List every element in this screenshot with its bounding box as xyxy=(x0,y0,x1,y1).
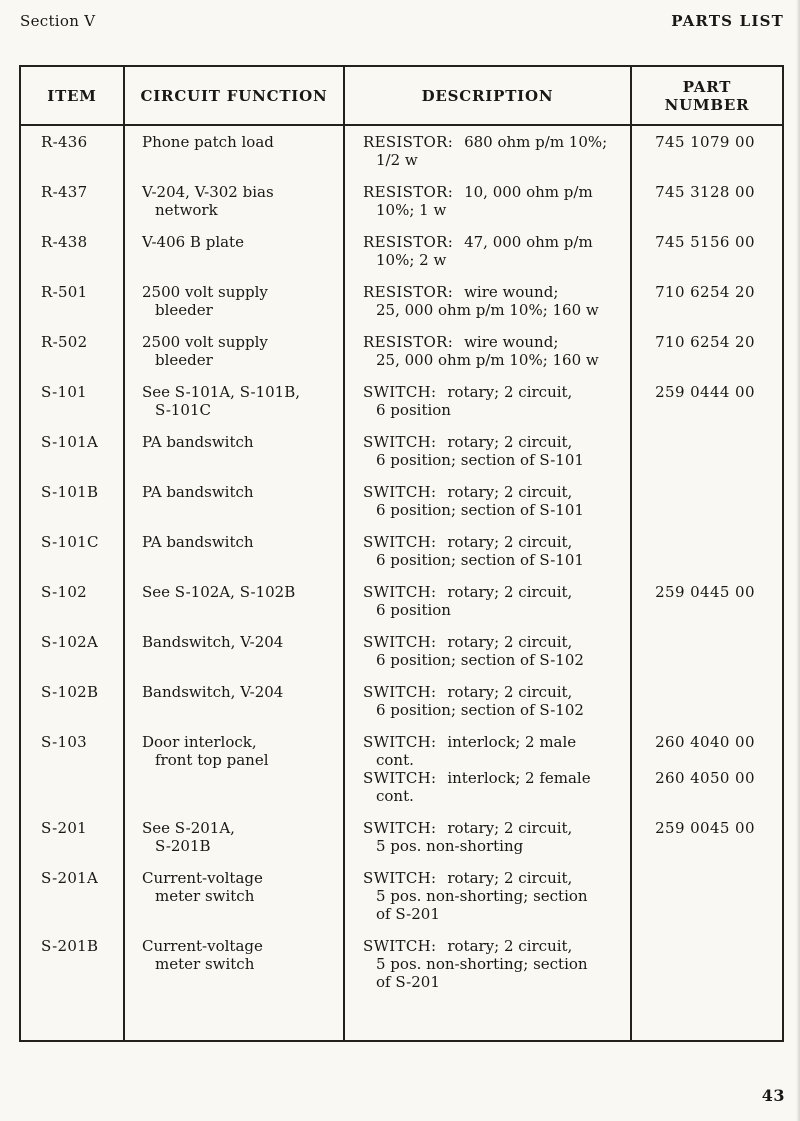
circuit-function-cell xyxy=(125,930,345,998)
description-type-label: SWITCH: xyxy=(363,583,437,601)
part-number-cell xyxy=(632,176,782,226)
description-entry xyxy=(363,769,626,805)
part-number: 260 4050 00 xyxy=(655,769,755,787)
description-line: 6 position xyxy=(376,401,451,419)
function-line: See S-201A, xyxy=(142,819,235,837)
column-header-description: DESCRIPTION xyxy=(345,67,632,126)
description-line: RESISTOR: 10, 000 ohm p/m xyxy=(363,183,593,201)
table-row xyxy=(21,176,782,226)
description-entry xyxy=(363,233,626,269)
description-cell xyxy=(345,526,632,576)
function-line: See S-101A, S-101B, xyxy=(142,383,301,401)
item-cell: S-101A xyxy=(21,426,125,476)
item-cell: S-201A xyxy=(21,862,125,930)
description-entry xyxy=(363,733,626,769)
table-body xyxy=(21,126,782,998)
description-cell xyxy=(345,576,632,626)
description-line: SWITCH: interlock; 2 female xyxy=(363,769,591,787)
description-cell xyxy=(345,676,632,726)
description-line: SWITCH: rotary; 2 circuit, xyxy=(363,869,573,887)
description-cell xyxy=(345,276,632,326)
description-type-label: SWITCH: xyxy=(363,683,437,701)
description-type-label: RESISTOR: xyxy=(363,333,454,351)
description-cell xyxy=(345,426,632,476)
description-cell xyxy=(345,376,632,426)
description-type-label: SWITCH: xyxy=(363,633,437,651)
item-cell: S-101B xyxy=(21,476,125,526)
function-line: meter switch xyxy=(155,887,255,905)
part-number-cell xyxy=(632,862,782,930)
circuit-function-cell xyxy=(125,526,345,576)
circuit-function-cell xyxy=(125,862,345,930)
description-line: 10%; 2 w xyxy=(376,251,447,269)
description-line: cont. xyxy=(376,787,414,805)
part-number: 745 1079 00 xyxy=(655,133,755,151)
part-number: 745 3128 00 xyxy=(655,183,755,201)
description-cell xyxy=(345,626,632,676)
description-entry xyxy=(363,533,626,569)
column-header-item: ITEM xyxy=(21,67,125,126)
function-line: V-406 B plate xyxy=(142,233,244,251)
circuit-function-cell xyxy=(125,426,345,476)
description-line: 6 position; section of S-101 xyxy=(376,501,584,519)
description-line: 5 pos. non-shorting; section xyxy=(376,955,588,973)
circuit-function-cell xyxy=(125,276,345,326)
description-entry xyxy=(363,583,626,619)
description-entry xyxy=(363,333,626,369)
description-type-label: RESISTOR: xyxy=(363,283,454,301)
description-line: SWITCH: rotary; 2 circuit, xyxy=(363,483,573,501)
function-line: Bandswitch, V-204 xyxy=(142,683,284,701)
part-number: 710 6254 20 xyxy=(655,283,755,301)
table-row xyxy=(21,376,782,426)
table-row xyxy=(21,326,782,376)
table-filler-row xyxy=(21,998,782,1040)
part-number: 259 0444 00 xyxy=(655,383,755,401)
item-cell: S-101C xyxy=(21,526,125,576)
part-number: 259 0045 00 xyxy=(655,819,755,837)
table-row xyxy=(21,226,782,276)
description-cell xyxy=(345,176,632,226)
parts-table xyxy=(19,65,784,1042)
part-number-cell xyxy=(632,576,782,626)
description-cell xyxy=(345,812,632,862)
description-line: RESISTOR: wire wound; xyxy=(363,283,559,301)
circuit-function-cell xyxy=(125,626,345,676)
page-number: 43 xyxy=(761,1086,785,1105)
description-line: SWITCH: rotary; 2 circuit, xyxy=(363,819,573,837)
part-number-cell xyxy=(632,930,782,998)
description-line: SWITCH: rotary; 2 circuit, xyxy=(363,433,573,451)
function-line: Phone patch load xyxy=(142,133,274,151)
item-cell: R-437 xyxy=(21,176,125,226)
description-entry xyxy=(363,133,626,169)
circuit-function-cell xyxy=(125,376,345,426)
item-cell: R-502 xyxy=(21,326,125,376)
description-cell xyxy=(345,326,632,376)
description-line: SWITCH: rotary; 2 circuit, xyxy=(363,937,573,955)
function-line: S-101C xyxy=(155,401,212,419)
function-line: Door interlock, xyxy=(142,733,257,751)
description-line: 10%; 1 w xyxy=(376,201,447,219)
description-entry xyxy=(363,633,626,669)
part-number: 259 0445 00 xyxy=(655,583,755,601)
item-cell: S-102 xyxy=(21,576,125,626)
table-row xyxy=(21,626,782,676)
description-line: 6 position; section of S-102 xyxy=(376,701,584,719)
function-line: PA bandswitch xyxy=(142,433,254,451)
part-number-cell xyxy=(632,326,782,376)
table-row xyxy=(21,476,782,526)
circuit-function-cell xyxy=(125,476,345,526)
section-label: Section V xyxy=(20,12,96,30)
table-row xyxy=(21,862,782,930)
description-type-label: SWITCH: xyxy=(363,483,437,501)
table-header-row xyxy=(21,67,782,126)
page-title: PARTS LIST xyxy=(671,12,784,30)
part-number-cell xyxy=(632,526,782,576)
part-number-cell xyxy=(632,376,782,426)
function-line: See S-102A, S-102B xyxy=(142,583,296,601)
description-entry xyxy=(363,183,626,219)
item-cell: S-101 xyxy=(21,376,125,426)
description-line: 1/2 w xyxy=(376,151,418,169)
circuit-function-cell xyxy=(125,176,345,226)
function-line: Current-voltage xyxy=(142,937,263,955)
item-cell: S-201 xyxy=(21,812,125,862)
table-row xyxy=(21,426,782,476)
circuit-function-cell xyxy=(125,126,345,176)
description-entry xyxy=(363,683,626,719)
function-line: PA bandswitch xyxy=(142,483,254,501)
description-line: SWITCH: rotary; 2 circuit, xyxy=(363,633,573,651)
function-line: bleeder xyxy=(155,301,213,319)
part-number: 710 6254 20 xyxy=(655,333,755,351)
description-line: SWITCH: rotary; 2 circuit, xyxy=(363,683,573,701)
description-cell xyxy=(345,126,632,176)
function-line: 2500 volt supply xyxy=(142,283,268,301)
circuit-function-cell xyxy=(125,326,345,376)
running-header xyxy=(20,12,784,30)
description-cell xyxy=(345,930,632,998)
circuit-function-cell xyxy=(125,226,345,276)
function-line: network xyxy=(155,201,218,219)
description-type-label: SWITCH: xyxy=(363,733,437,751)
description-cell xyxy=(345,862,632,930)
description-cell xyxy=(345,226,632,276)
description-line: 25, 000 ohm p/m 10%; 160 w xyxy=(376,351,599,369)
description-line: 6 position; section of S-101 xyxy=(376,551,584,569)
description-entry xyxy=(363,819,626,855)
item-cell: R-436 xyxy=(21,126,125,176)
circuit-function-cell xyxy=(125,726,345,812)
table-row xyxy=(21,726,782,812)
description-line: SWITCH: rotary; 2 circuit, xyxy=(363,533,573,551)
description-line: cont. xyxy=(376,751,414,769)
part-number: 260 4040 00 xyxy=(655,733,755,751)
function-line: Current-voltage xyxy=(142,869,263,887)
part-number-cell xyxy=(632,476,782,526)
description-line: SWITCH: interlock; 2 male xyxy=(363,733,577,751)
scan-page-edge xyxy=(796,0,800,1121)
part-number-cell xyxy=(632,276,782,326)
description-type-label: SWITCH: xyxy=(363,433,437,451)
item-cell: S-103 xyxy=(21,726,125,812)
description-line: 25, 000 ohm p/m 10%; 160 w xyxy=(376,301,599,319)
table-row xyxy=(21,676,782,726)
circuit-function-cell xyxy=(125,676,345,726)
description-type-label: RESISTOR: xyxy=(363,183,454,201)
part-number-cell xyxy=(632,426,782,476)
table-row xyxy=(21,526,782,576)
description-type-label: RESISTOR: xyxy=(363,233,454,251)
description-line: of S-201 xyxy=(376,905,440,923)
description-entry xyxy=(363,283,626,319)
description-cell xyxy=(345,726,632,812)
part-number-cell xyxy=(632,226,782,276)
part-number-cell xyxy=(632,812,782,862)
function-line: meter switch xyxy=(155,955,255,973)
description-entry xyxy=(363,937,626,991)
column-header-circuit-function: CIRCUIT FUNCTION xyxy=(125,67,345,126)
column-header-part-number: PART NUMBER xyxy=(632,67,782,126)
description-line: SWITCH: rotary; 2 circuit, xyxy=(363,583,573,601)
description-line: SWITCH: rotary; 2 circuit, xyxy=(363,383,573,401)
description-cell xyxy=(345,476,632,526)
part-number-cell xyxy=(632,676,782,726)
function-line: S-201B xyxy=(155,837,211,855)
circuit-function-cell xyxy=(125,576,345,626)
description-line: RESISTOR: 47, 000 ohm p/m xyxy=(363,233,593,251)
description-line: of S-201 xyxy=(376,973,440,991)
function-line: bleeder xyxy=(155,351,213,369)
description-line: 6 position; section of S-102 xyxy=(376,651,584,669)
circuit-function-cell xyxy=(125,812,345,862)
part-number: 745 5156 00 xyxy=(655,233,755,251)
function-line: front top panel xyxy=(155,751,269,769)
item-cell: R-438 xyxy=(21,226,125,276)
function-line: Bandswitch, V-204 xyxy=(142,633,284,651)
table-row xyxy=(21,930,782,998)
description-line: 6 position xyxy=(376,601,451,619)
table-row xyxy=(21,812,782,862)
description-type-label: SWITCH: xyxy=(363,819,437,837)
description-type-label: SWITCH: xyxy=(363,869,437,887)
description-entry xyxy=(363,483,626,519)
part-number-cell xyxy=(632,626,782,676)
description-type-label: SWITCH: xyxy=(363,383,437,401)
item-cell: S-102A xyxy=(21,626,125,676)
function-line: 2500 volt supply xyxy=(142,333,268,351)
description-line: RESISTOR: 680 ohm p/m 10%; xyxy=(363,133,608,151)
table-row xyxy=(21,576,782,626)
description-line: RESISTOR: wire wound; xyxy=(363,333,559,351)
description-entry xyxy=(363,383,626,419)
item-cell: S-102B xyxy=(21,676,125,726)
description-line: 5 pos. non-shorting xyxy=(376,837,524,855)
description-type-label: SWITCH: xyxy=(363,533,437,551)
function-line: V-204, V-302 bias xyxy=(142,183,274,201)
item-cell: R-501 xyxy=(21,276,125,326)
description-line: 6 position; section of S-101 xyxy=(376,451,584,469)
description-entry xyxy=(363,869,626,923)
description-type-label: RESISTOR: xyxy=(363,133,454,151)
description-line: 5 pos. non-shorting; section xyxy=(376,887,588,905)
table-row xyxy=(21,126,782,176)
item-cell: S-201B xyxy=(21,930,125,998)
function-line: PA bandswitch xyxy=(142,533,254,551)
description-type-label: SWITCH: xyxy=(363,937,437,955)
description-type-label: SWITCH: xyxy=(363,769,437,787)
description-entry xyxy=(363,433,626,469)
part-number-cell xyxy=(632,126,782,176)
part-number-cell xyxy=(632,726,782,812)
table-row xyxy=(21,276,782,326)
